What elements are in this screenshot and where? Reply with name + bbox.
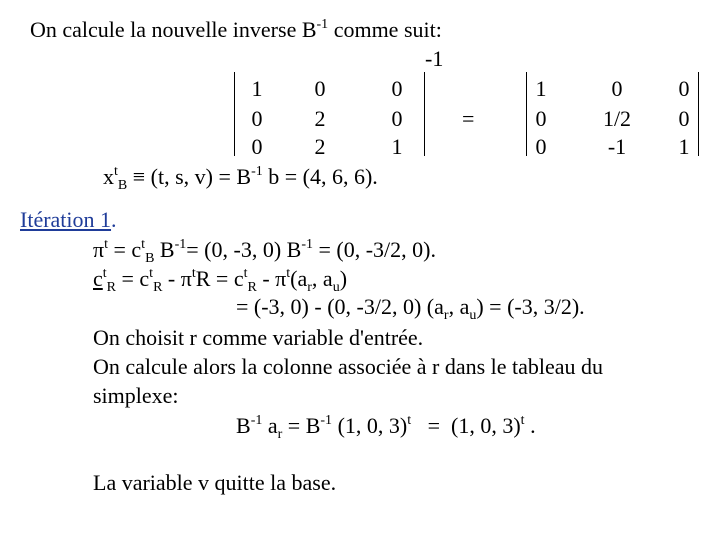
cr-part4: R = c <box>195 266 244 291</box>
compute-line-1: On calcule alors la colonne associée à r dans le tableau du <box>93 354 604 379</box>
matrix-cell: -1 <box>607 134 627 159</box>
cr-part8: ) <box>339 266 348 291</box>
xb-t: t <box>114 164 118 179</box>
col-eq: = B <box>282 413 321 438</box>
pi-t2: t <box>141 237 146 252</box>
col-a: a <box>262 413 278 438</box>
cr-line <box>93 267 347 295</box>
cr-part7: , a <box>311 266 333 291</box>
matrix-cell: 1 <box>391 134 403 159</box>
matrix-cell: 0 <box>251 106 263 131</box>
col-r: r <box>277 427 283 442</box>
matrix-cell: 0 <box>251 134 263 159</box>
col-B: B <box>236 413 251 438</box>
col-vec: (1, 0, 3) <box>332 413 408 438</box>
cr-t: t <box>102 266 107 281</box>
matrix-cell: 1/2 <box>602 106 632 131</box>
pi-line <box>93 238 436 266</box>
xb-x: x <box>103 164 114 189</box>
left-matrix-bar-right <box>424 72 425 156</box>
xb-equiv: ≡ <box>132 164 146 189</box>
col-sup: -1 <box>250 413 263 428</box>
matrix-cell: 0 <box>314 76 326 101</box>
matrix-cell: 1 <box>678 134 690 159</box>
matrix-cell: 0 <box>391 76 403 101</box>
cr-part3: - π <box>162 266 192 291</box>
pi-sup: -1 <box>174 237 187 252</box>
pi-t: t <box>104 237 108 252</box>
cr-u: u <box>332 280 340 295</box>
xb-rest: (t, s, v) = B <box>145 164 252 189</box>
pi-end2: = (0, -3/2, 0). <box>313 237 436 262</box>
pi-Bsp: B <box>154 237 175 262</box>
xb-sup: -1 <box>251 164 263 179</box>
leave-line: La variable v quitte la base. <box>93 470 337 495</box>
matrix-cell: 0 <box>611 76 623 101</box>
choice-line: On choisit r comme variable d'entrée. <box>93 325 424 350</box>
intro-text: On calcule la nouvelle inverse B <box>30 17 317 42</box>
col-t: t <box>407 413 412 428</box>
xb-B: B <box>117 178 128 193</box>
cr2-part2: , a <box>448 294 470 319</box>
matrix-cell: 0 <box>678 76 690 101</box>
cr-line2 <box>236 295 585 323</box>
xb-end: b = (4, 6, 6). <box>262 164 378 189</box>
cr-t5: t <box>286 266 291 281</box>
matrix-cell: 1 <box>535 76 547 101</box>
cr-R2: R <box>153 280 163 295</box>
col-end: . <box>524 413 536 438</box>
cr2-part1: = (-3, 0) - (0, -3/2, 0) (a <box>236 294 444 319</box>
cr-t4: t <box>243 266 248 281</box>
matrix-cell: 2 <box>314 106 326 131</box>
pi-B: B <box>145 251 155 266</box>
matrix-cell: 1 <box>251 76 263 101</box>
cr-part5: - π <box>256 266 287 291</box>
intro-sup: -1 <box>316 17 329 32</box>
iteration-dot: . <box>111 207 117 232</box>
cr2-part3: ) = (-3, 3/2). <box>476 294 585 319</box>
cr2-u: u <box>469 308 477 323</box>
col-t2: t <box>520 413 525 428</box>
cr-R: R <box>106 280 116 295</box>
col-sup2: -1 <box>320 413 333 428</box>
inverse-exponent: -1 <box>425 46 444 71</box>
cr-t3: t <box>191 266 196 281</box>
cr2-r: r <box>443 308 449 323</box>
matrix-cell: 0 <box>678 106 690 131</box>
column-line <box>236 414 536 442</box>
matrix-cell: 2 <box>314 134 326 159</box>
iteration-title: Itération 1 <box>20 207 112 232</box>
equals-sign: = <box>462 106 475 131</box>
cr-part6: (a <box>290 266 308 291</box>
pi-eq: = c <box>108 237 142 262</box>
cr-R4: R <box>247 280 257 295</box>
cr-c: c <box>93 266 103 291</box>
xb-line <box>103 165 378 193</box>
pi-end: = (0, -3, 0) B <box>186 237 302 262</box>
matrix-cell: 0 <box>535 106 547 131</box>
cr-t2: t <box>149 266 154 281</box>
intro-line <box>30 18 442 46</box>
cr-r: r <box>307 280 312 295</box>
cr-part2: = c <box>116 266 150 291</box>
intro-end: comme suit: <box>328 17 442 42</box>
matrix-cell: 0 <box>391 106 403 131</box>
compute-line-2: simplexe: <box>93 383 179 408</box>
matrix-cell: 0 <box>535 134 547 159</box>
col-eq2: = (1, 0, 3) <box>411 413 521 438</box>
pi-sup2: -1 <box>301 237 313 252</box>
iteration-heading <box>20 208 117 232</box>
pi-symbol: π <box>93 237 105 262</box>
